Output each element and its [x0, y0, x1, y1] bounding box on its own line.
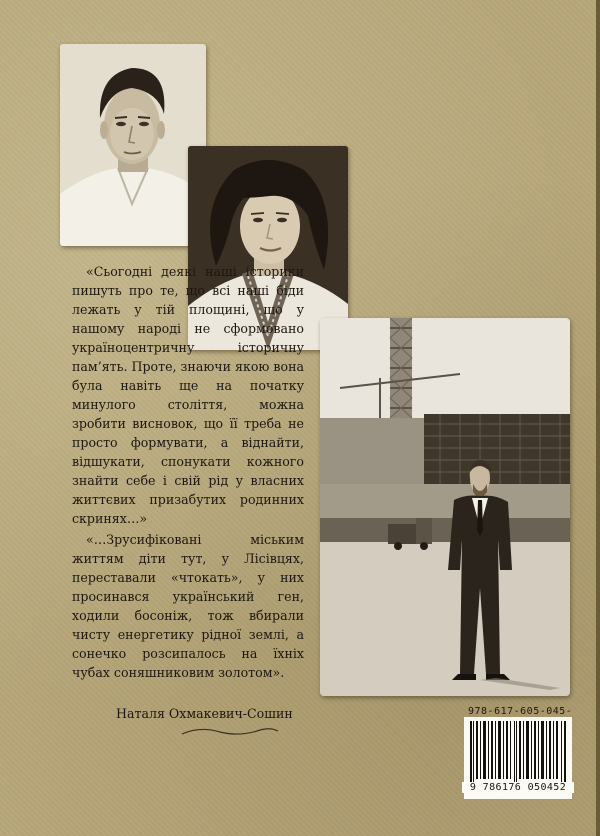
quote-paragraph-2: «…Зрусифіковані міським життям діти тут, у Лісівцях, переставали «чтокать», у них просинався український ген, ходили босоніж, тож вбирали чисту енергетику рідної землі, а сонечко розсипалось на їхніх чубах соняшниковим золотом». — [72, 532, 304, 680]
young-man-portrait-image — [60, 44, 206, 246]
author-name: Наталя Охмакевич-Сошин — [116, 706, 293, 721]
signature-flourish-icon — [180, 722, 280, 738]
quote-paragraph-1: «Сьогодні деякі наші історики пишуть про те, що всі наші біди лежать у тій площині, що у нашому народі не сформовано україноцентричну історичну пам’ять. Проте, знаючи якою вона була навіть ще на початку минулого століття, можна зробити висновок, що її треба не просто формувати, а віднайти, відшукати, спонукати кожного знайти себе і свій рід у власних життєвих призабутих родинних скринях…» — [72, 264, 304, 526]
photo-man-at-chernobyl-plant — [320, 318, 570, 696]
chernobyl-scene-image — [320, 318, 570, 696]
isbn-label: 978-617-605-045- — [468, 706, 573, 717]
barcode-bars-icon — [470, 721, 566, 785]
quote-block — [72, 262, 304, 684]
photo-young-man-portrait — [60, 44, 206, 246]
cover-edge — [596, 0, 600, 836]
barcode-digits: 9 786176 050452 — [462, 782, 574, 793]
